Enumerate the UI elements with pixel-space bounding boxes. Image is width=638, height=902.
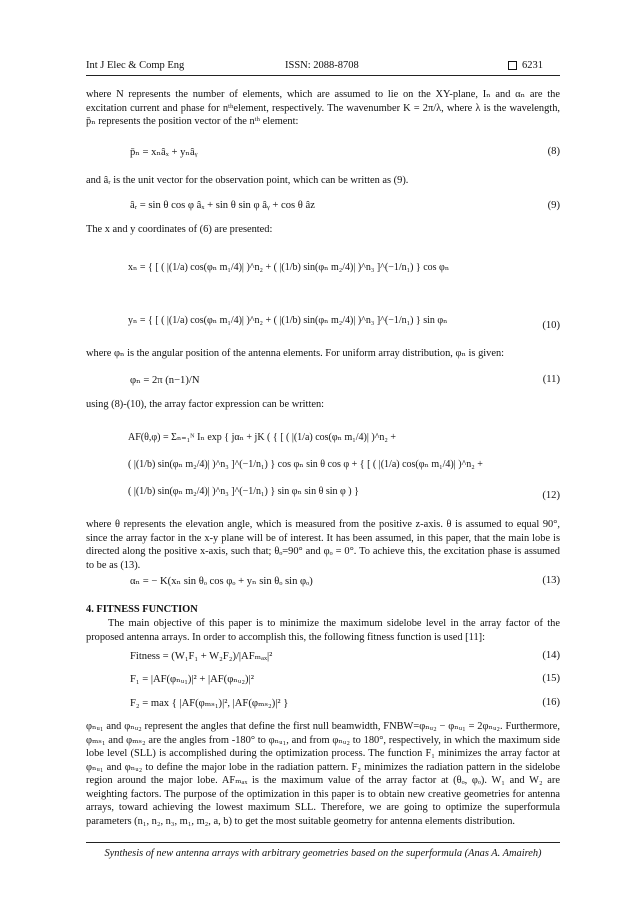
equation-12-line-1: AF(θ,φ) = Σₙ₌₁ᴺ Iₙ exp { jαₙ + jK ( { [ ( |(1/a) cos(φₙ m₁/4)| )^n₂ + [128, 432, 397, 443]
equation-8: p̄ₙ = xₙâₓ + yₙâᵧ [130, 147, 198, 158]
equation-11-number: (11) [542, 374, 560, 385]
equation-10-number: (10) [542, 320, 560, 331]
page-number: 6231 [522, 60, 543, 71]
equation-15: F₁ = |AF(φₙᵤ₁)|² + |AF(φₙᵤ₂)|² [130, 674, 254, 685]
paragraph-6: where θ represents the elevation angle, which is measured from the positive z-axis. θ is assumed to equal 90°, since the array factor in the x-y plane will be of interest. It has been assumed, in this paper, that the main lobe is directed along the positive x-axis, such that; θₒ=90° and φₒ = 0°. To achieve this, the excitation phase is assumed to be as (13). [86, 519, 560, 571]
equation-14-number: (14) [542, 650, 560, 661]
paragraph-4: where φₙ is the angular position of the antenna elements. For uniform array distribution, φₙ is given: [86, 348, 505, 359]
equation-13-number: (13) [542, 575, 560, 586]
paragraph-2: and âᵣ is the unit vector for the observation point, which can be written as (9). [86, 175, 409, 186]
equation-13: αₙ = − K(xₙ sin θₒ cos φₒ + yₙ sin θₒ sin φₒ) [130, 576, 313, 587]
page-number-box [508, 60, 543, 71]
paragraph-8: φₙᵤ₁ and φₙᵤ₂ represent the angles that define the first null beamwidth, FNBW=φₙᵤ₂ − φₙᵤ₁ = 2φₙᵤ₂. Furthermore, φₘₛ₁ and φₘₛ₂ are the angles from -180° to φₙᵤ₁, and from φₙᵤ₂ to 180°, respectively, in which the maximum side lobe level (SLL) is accomplished during the optimization process. The function F₁ minimizes the array factor at φₙᵤ₁ and φₙᵤ₂ to define the major lobe in the radiation pattern. F₂ minimizes the radiation pattern in the sidelobe region around the major lobe. AFₘₐₓ is the maximum value of the array factor at (θₒ, φₒ). W₁ and W₂ are weighting factors. The purpose of the optimization in this paper is to obtain new creative geometries for antenna arrays, toward achieving the lowest maximum SLL. Therefore, we are going to optimize the superformula parameters (n₁, n₂, n₃, m₁, m₂, a, b) to get the most suitable geometry for antenna elements distribution. [86, 721, 560, 827]
header-rule [86, 75, 560, 76]
paragraph-1: where N represents the number of elements, which are assumed to lie on the XY-plane, Iₙ and αₙ are the excitation current and phase for nᵗʰelement, respectively. The wavenumber K = 2π/λ, where λ is the wavelength, p̄ₙ represents the position vector of the nᵗʰ element: [86, 89, 560, 127]
paragraph-3: The x and y coordinates of (6) are presented: [86, 224, 273, 235]
issn: ISSN: 2088-8708 [285, 60, 359, 71]
equation-8-number: (8) [547, 146, 560, 157]
running-footer: Synthesis of new antenna arrays with arbitrary geometries based on the superformula (Anas A. Amaireh) [104, 848, 542, 859]
equation-16-number: (16) [542, 697, 560, 708]
paragraph-5: using (8)-(10), the array factor expression can be written: [86, 399, 325, 410]
equation-10-y: yₙ = { [ ( |(1/a) cos(φₙ m₁/4)| )^n₂ + ( |(1/b) sin(φₙ m₂/4)| )^n₃ ]^(−1/n₁) } sin φₙ [128, 315, 448, 326]
checkbox-icon [508, 61, 517, 70]
equation-12-line-3: ( |(1/b) sin(φₙ m₂/4)| )^n₃ ]^(−1/n₁) } sin φₙ sin θ sin φ ) } [128, 486, 359, 497]
equation-16: F₂ = max { |AF(φₘₛ₁)|², |AF(φₘₛ₂)|² } [130, 698, 289, 709]
equation-9-number: (9) [547, 200, 560, 211]
equation-14: Fitness = (W₁F₁ + W₂F₂)/|AFₘₐₓ|² [130, 651, 273, 662]
paragraph-7: The main objective of this paper is to minimize the maximum sidelobe level in the array factor of the proposed antenna arrays. In order to accomplish this, the following fitness function is used [11]: [86, 618, 560, 643]
section-heading: 4. FITNESS FUNCTION [86, 604, 198, 615]
equation-15-number: (15) [542, 673, 560, 684]
footer-rule [86, 842, 560, 843]
equation-10-x: xₙ = { [ ( |(1/a) cos(φₙ m₁/4)| )^n₂ + ( |(1/b) sin(φₙ m₂/4)| )^n₃ ]^(−1/n₁) } cos φₙ [128, 262, 450, 273]
equation-11: φₙ = 2π (n−1)/N [130, 375, 200, 386]
equation-9: âᵣ = sin θ cos φ âₓ + sin θ sin φ âᵧ + cos θ âz [130, 200, 315, 211]
journal-name: Int J Elec & Comp Eng [86, 60, 185, 71]
equation-12-number: (12) [542, 490, 560, 501]
equation-12-line-2: ( |(1/b) sin(φₙ m₂/4)| )^n₃ ]^(−1/n₁) } cos φₙ sin θ cos φ + { [ ( |(1/a) cos(φₙ m₁/4)| )^n₂ + [128, 459, 483, 470]
